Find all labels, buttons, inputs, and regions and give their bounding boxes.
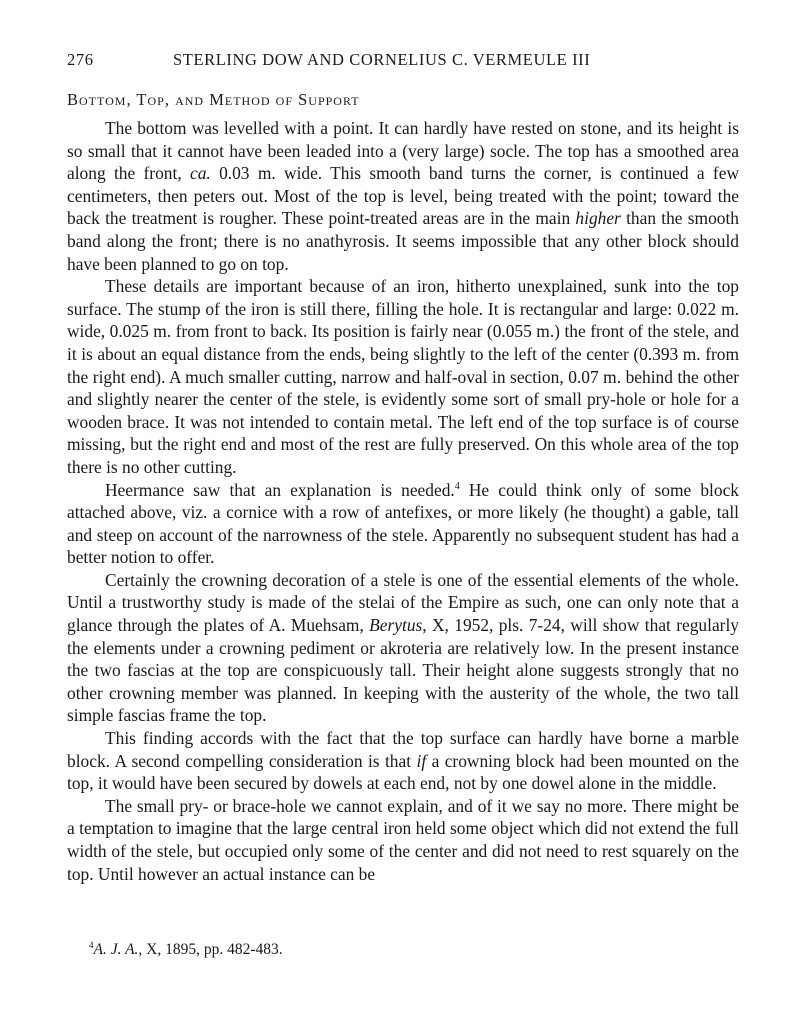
- paragraph-5-italic-if: if: [416, 750, 427, 771]
- page-number: 276: [67, 50, 94, 69]
- running-title: STERLING DOW AND CORNELIUS C. VERMEULE III: [173, 50, 591, 69]
- paragraph-3-text-b: He could think only of some block attached above, viz. a cornice with a row of antefixes, or more likely (he thought) a gable, tall and steep on account of the narrowness of the stele. Apparently no subsequent student has had a better notion to offer.: [67, 479, 739, 568]
- footnote-text: , X, 1895, pp. 482-483.: [138, 941, 283, 958]
- paragraph-1-italic-ca: ca.: [189, 163, 211, 184]
- paragraph-2-text: These details are important because of an iron, hitherto unexplained, sunk into the top surface. The stump of the iron is still there, filling the hole. It is rectangular and large: 0.022 m. wide, 0.025 m. from front to back. Its position is fairly near (0.055 m.) the front of the stele, and it is about an equal distance from the ends, being slightly to the left of the center (0.393 m. from the right end). A much smaller cutting, narrow and half-oval in section, 0.07 m. behind the other and slightly nearer the center of the stele, is evidently some sort of small pry-hole or hole for a wooden brace. It was not intended to contain metal. The left end of the top surface is of course missing, but the right end and most of the rest are fully preserved. On this whole area of the top there is no other cutting.: [67, 276, 739, 477]
- paragraph-6-text: The small pry- or brace-hole we cannot explain, and of it we say no more. There might be a temptation to imagine that the large central iron held some object which did not extend the full width of the stele, but occupied only some of the center and did not need to rest squarely on the top. Until however an actual instance can be: [67, 795, 739, 884]
- footnote-number: 4: [89, 940, 94, 950]
- paragraph-4-text-a: Certainly the crowning decoration of a stele is one of the essential elements of the whole. Until a trustworthy study is made of the stelai of the Empire as such, one can only note that a glance through the plates of A. Muehsam,: [67, 569, 739, 636]
- paragraph-3: [67, 479, 739, 569]
- paragraph-2: [67, 275, 739, 478]
- footnote-reference[interactable]: 4: [454, 480, 460, 492]
- paragraph-1-text-b: 0.03 m. wide. This smooth band turns the corner, is continued a few centimeters, then peters out. Most of the top is level, being treated with the point; toward the back the treatment is rougher. These point-treated areas are in the main: [67, 163, 739, 229]
- paragraph-1: [67, 117, 739, 275]
- paragraph-4: [67, 569, 739, 727]
- paragraph-1-text-a: The bottom was levelled with a point. It can hardly have rested on stone, and its height is so small that it cannot have been leaded into a (very large) socle. The top has a smoothed area along the front,: [67, 118, 739, 184]
- footnote-journal: A. J. A.: [93, 941, 139, 958]
- section-heading: Bottom, Top, and Method of Support: [67, 90, 360, 109]
- paragraph-5-text-b: a crowning block had been mounted on the top, it would have been secured by dowels at each end, not by one dowel alone in the middle.: [67, 750, 739, 794]
- footnote: [89, 941, 283, 959]
- page: [67, 44, 739, 885]
- paragraph-5: [67, 727, 739, 795]
- paragraph-1-italic-higher: higher: [575, 208, 621, 229]
- paragraph-3-text-a: Heermance saw that an explanation is needed.: [105, 479, 455, 500]
- body-text: [67, 117, 739, 885]
- paragraph-4-italic-berytus: Berytus: [369, 615, 423, 636]
- paragraph-4-text-b: , X, 1952, pls. 7-24, will show that regularly the elements under a crowning pediment or akroteria are relatively low. In the present instance the two fascias at the top are conspicuously tall. Their height alone suggests strongly that no other crowning member was planned. In keeping with the austerity of the whole, the two tall simple fascias frame the top.: [67, 615, 739, 726]
- running-head: [67, 44, 739, 72]
- paragraph-5-text-a: This finding accords with the fact that the top surface can hardly have borne a marble block. A second compelling consideration is that: [67, 728, 739, 771]
- paragraph-1-text-c: than the smooth band along the front; there is no anathyrosis. It seems impossible that any other block should have been planned to go on top.: [67, 208, 739, 274]
- paragraph-6: [67, 795, 739, 885]
